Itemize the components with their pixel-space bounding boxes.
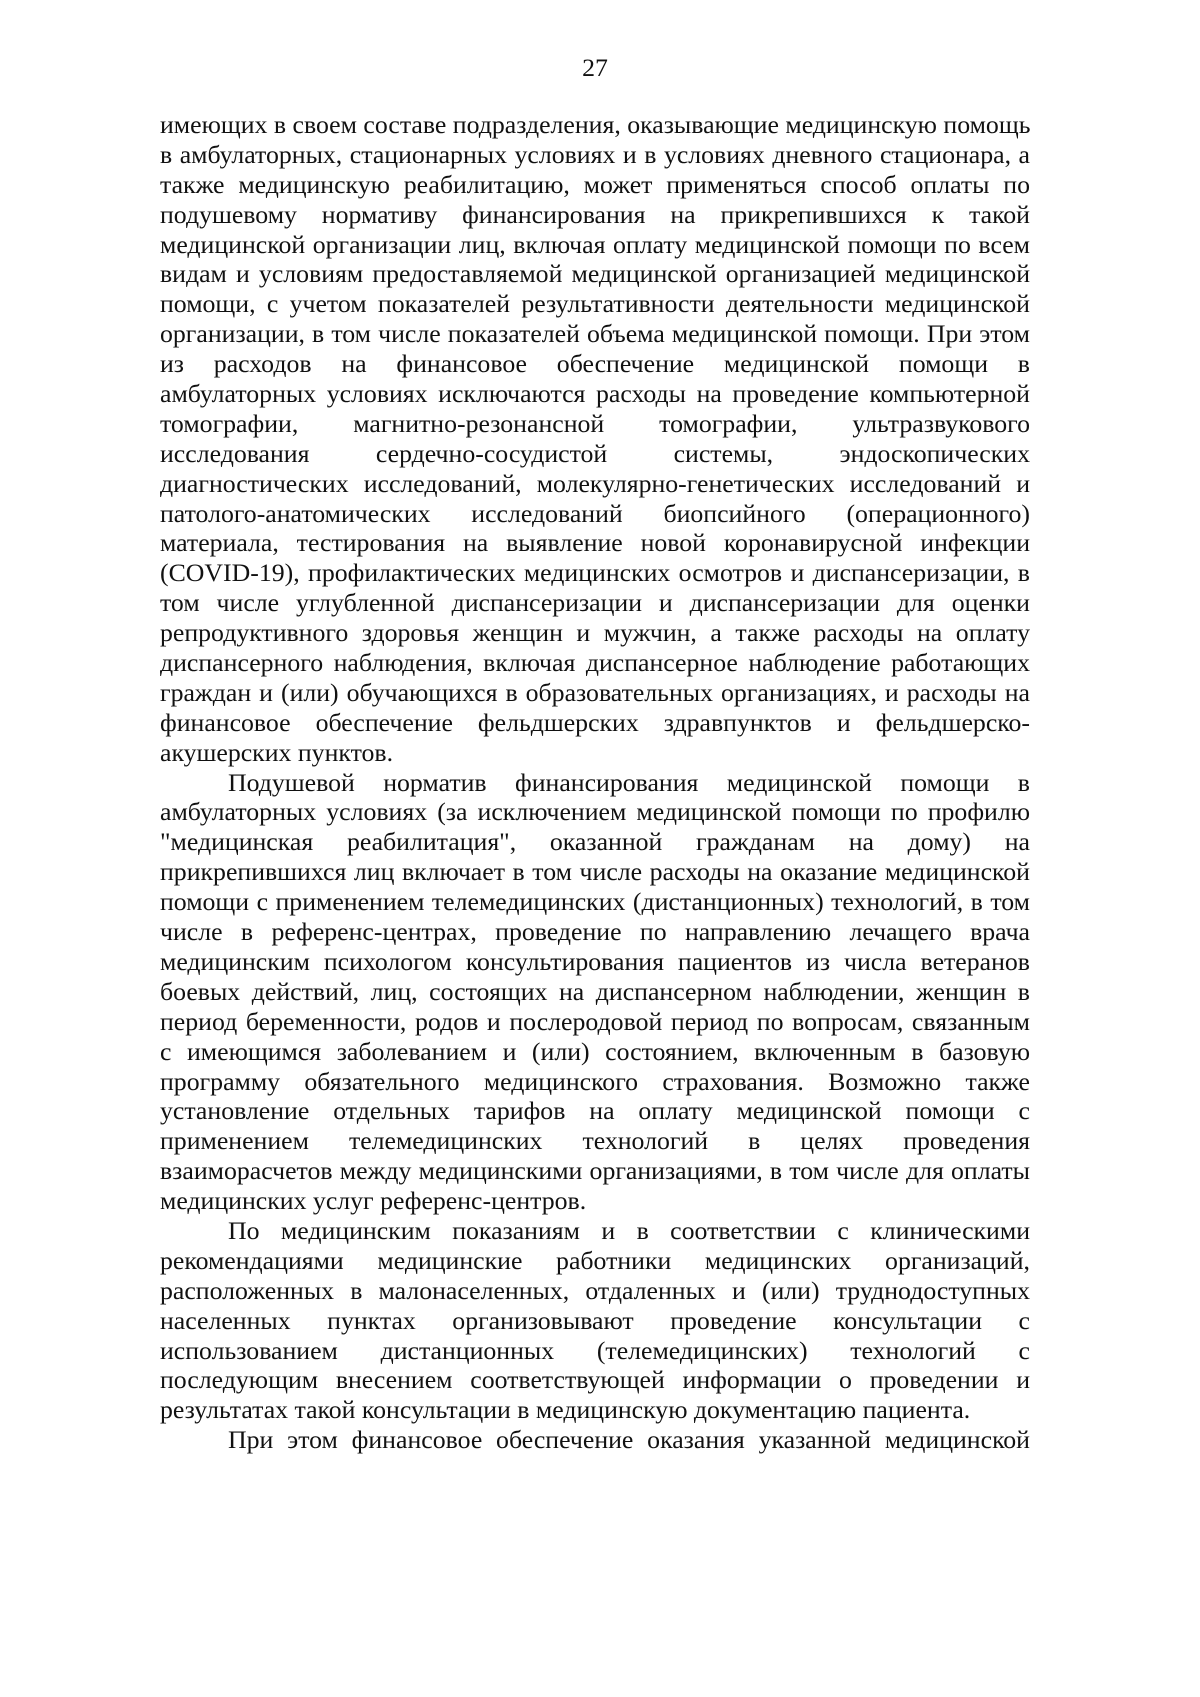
text-line: в амбулаторных, стационарных условиях и в условиях дневного стационара, а <box>160 139 1030 169</box>
text-line: использованием дистанционных (телемедицинских) технологий с <box>160 1335 1030 1365</box>
text-line: помощи, с учетом показателей результативности деятельности медицинской <box>160 289 1030 319</box>
text-line: из расходов на финансовое обеспечение медицинской помощи в <box>160 349 1030 379</box>
text-line: амбулаторных условиях (за исключением медицинской помощи по профилю <box>160 797 1030 827</box>
text-line: репродуктивного здоровья женщин и мужчин, а также расходы на оплату <box>160 618 1030 648</box>
text-line: акушерских пунктов. <box>160 737 394 767</box>
paragraph <box>160 1425 1030 1455</box>
text-line: применением телемедицинских технологий в целях проведения <box>160 1126 1030 1156</box>
text-line: По медицинским показаниям и в соответствии с клиническими <box>228 1215 1030 1245</box>
text-line: программу обязательного медицинского страхования. Возможно также <box>160 1066 1030 1096</box>
text-line: "медицинская реабилитация", оказанной гражданам на дому) на <box>160 827 1030 857</box>
text-line: При этом финансовое обеспечение оказания указанной медицинской <box>228 1425 1030 1455</box>
text-line: последующим внесением соответствующей информации о проведении и <box>160 1365 1030 1395</box>
text-line: организации, в том числе показателей объема медицинской помощи. При этом <box>160 319 1030 349</box>
text-line: прикрепившихся лиц включает в том числе расходы на оказание медицинской <box>160 857 1030 887</box>
text-line: взаиморасчетов между медицинскими организациями, в том числе для оплаты <box>160 1156 1030 1186</box>
text-line: медицинской организации лиц, включая оплату медицинской помощи по всем <box>160 229 1030 259</box>
text-line: населенных пунктах организовывают проведение консультации с <box>160 1305 1030 1335</box>
text-line: томографии, магнитно-резонансной томографии, ультразвукового <box>160 408 1030 438</box>
text-line: финансовое обеспечение фельдшерских здравпунктов и фельдшерско- <box>160 707 1030 737</box>
paragraph <box>160 1216 1030 1425</box>
text-line: числе в референс-центрах, проведение по направлению лечащего врача <box>160 917 1030 947</box>
document-body <box>160 110 1030 1455</box>
text-line: имеющих в своем составе подразделения, оказывающие медицинскую помощь <box>160 110 1031 139</box>
text-line: также медицинскую реабилитацию, может применяться способ оплаты по <box>160 169 1030 199</box>
text-line: установление отдельных тарифов на оплату медицинской помощи с <box>160 1096 1030 1126</box>
text-line: видам и условиям предоставляемой медицинской организацией медицинской <box>160 259 1030 289</box>
paragraph <box>160 768 1030 1216</box>
text-line: расположенных в малонаселенных, отдаленных и (или) труднодоступных <box>160 1275 1030 1305</box>
text-line: результатах такой консультации в медицинскую документацию пациента. <box>160 1395 971 1425</box>
text-line: рекомендациями медицинские работники медицинских организаций, <box>160 1245 1030 1275</box>
text-line: с имеющимся заболеванием и (или) состоянием, включенным в базовую <box>160 1036 1030 1066</box>
text-line: медицинских услуг референс-центров. <box>160 1186 587 1216</box>
paragraph <box>160 110 1030 768</box>
text-line: амбулаторных условиях исключаются расходы на проведение компьютерной <box>160 379 1030 409</box>
text-line: помощи с применением телемедицинских (дистанционных) технологий, в том <box>160 887 1030 917</box>
text-line: граждан и (или) обучающихся в образовательных организациях, и расходы на <box>160 677 1030 707</box>
text-line: материала, тестирования на выявление новой коронавирусной инфекции <box>160 528 1030 558</box>
text-line: исследования сердечно-сосудистой системы, эндоскопических <box>160 438 1030 468</box>
page-number: 27 <box>582 53 608 82</box>
text-line: (COVID-19), профилактических медицинских осмотров и диспансеризации, в <box>160 558 1030 588</box>
text-line: том числе углубленной диспансеризации и диспансеризации для оценки <box>160 588 1030 618</box>
text-line: период беременности, родов и послеродовой период по вопросам, связанным <box>160 1006 1030 1036</box>
text-line: диспансерного наблюдения, включая диспансерное наблюдение работающих <box>160 648 1030 678</box>
text-line: медицинским психологом консультирования пациентов из числа ветеранов <box>160 946 1030 976</box>
text-line: патолого-анатомических исследований биопсийного (операционного) <box>160 498 1030 528</box>
text-line: подушевому нормативу финансирования на прикрепившихся к такой <box>160 199 1030 229</box>
text-line: Подушевой норматив финансирования медицинской помощи в <box>228 767 1030 797</box>
text-line: боевых действий, лиц, состоящих на диспансерном наблюдении, женщин в <box>160 976 1030 1006</box>
text-line: диагностических исследований, молекулярно-генетических исследований и <box>160 468 1030 498</box>
